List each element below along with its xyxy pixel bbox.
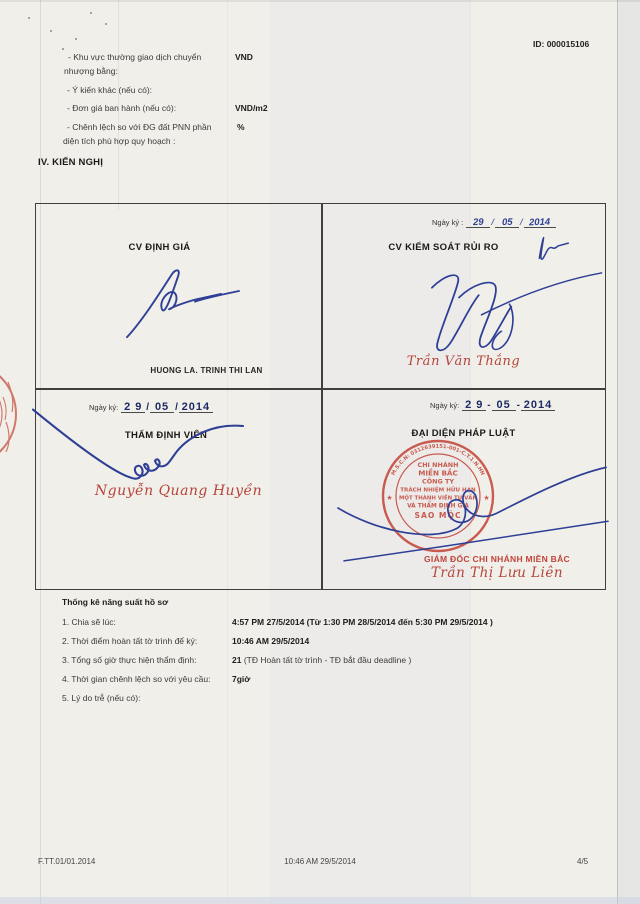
stat-value: 21 — [232, 655, 242, 665]
seal-star-right-icon: ★ — [483, 494, 490, 502]
paper-speck — [50, 30, 52, 32]
stat-row — [62, 674, 250, 684]
summary-field-label: - Khu vực thường giao dịch chuyển — [68, 52, 202, 62]
summary-field-label-cont: diện tích phù hợp quy hoạch : — [63, 136, 176, 146]
summary-field-value: % — [237, 122, 245, 132]
signer-name-script: Trần Văn Thắng — [406, 354, 521, 369]
summary-field-value: VND — [235, 52, 253, 62]
seal-company-name: SAO MỘC — [414, 511, 462, 520]
stamped-year: 2014 — [523, 399, 553, 411]
paper-speck — [105, 23, 107, 25]
summary-field-label: - Đơn giá ban hành (nếu có): — [67, 103, 177, 113]
handwritten-day: 29 — [472, 216, 484, 229]
summary-field-value: VND/m2 — [235, 103, 268, 113]
seal-line: VÀ THẨM ĐỊNH GIÁ — [407, 503, 469, 510]
cell-title: THẨM ĐỊNH VIÊN — [124, 430, 208, 441]
signature-tham-dinh-vien — [31, 396, 246, 488]
section-heading: IV. KIẾN NGHỊ — [38, 157, 104, 168]
date-separator: / — [520, 217, 523, 228]
cell-title: CV ĐỊNH GIÁ — [128, 242, 191, 253]
stat-row — [62, 655, 411, 665]
date-label: Ngày ký: — [89, 403, 119, 412]
stamped-day: 2 9 — [465, 399, 484, 411]
seal-line: MIỀN BẮC — [418, 468, 458, 478]
signature-dai-dien-phap-luat — [330, 445, 612, 567]
stat-label: 1. Chia sẽ lúc: — [62, 617, 116, 627]
stat-label: 3. Tổng số giờ thực hiện thẩm định: — [62, 655, 197, 665]
seal-line: MỘT THÀNH VIÊN TƯ VẤN — [399, 495, 477, 502]
signer-name: HUONG LA. TRINH THI LAN — [150, 366, 263, 375]
date-label: Ngày ký : — [432, 218, 464, 227]
footer-form-code: F.TT.01/01.2014 — [38, 857, 96, 866]
paper-speck — [28, 17, 30, 19]
stat-label: 4. Thời gian chênh lệch so với yêu cầu: — [62, 674, 211, 684]
scanner-bottom-band — [0, 897, 640, 904]
director-block — [392, 554, 602, 581]
summary-field-label: - Chênh lệch so với ĐG đất PNN phần — [67, 122, 212, 132]
date-separator: / — [491, 217, 494, 228]
cell-dai-dien-phap-luat — [322, 390, 605, 589]
stat-label: 5. Lý do trễ (nếu có): — [62, 693, 141, 703]
stamped-month: 05 — [154, 401, 170, 413]
cell-title: ĐẠI DIỆN PHÁP LUẬT — [411, 428, 516, 439]
stat-label: 2. Thời điểm hoàn tất tờ trình để ký: — [62, 636, 198, 646]
seal-star-left-icon: ★ — [386, 494, 393, 502]
stat-row — [62, 636, 309, 646]
scanner-edge-band — [618, 0, 640, 904]
document-id: ID: 000015106 — [533, 39, 590, 49]
cell-cv-kiem-soat-rui-ro — [322, 204, 605, 388]
signer-name-script: Nguyễn Quang Huyền — [94, 483, 263, 499]
stamped-month: 05 — [496, 399, 511, 411]
signer-name-script: Trần Thị Lưu Liên — [430, 565, 564, 581]
footer-timestamp: 10:46 AM 29/5/2014 — [284, 857, 356, 866]
summary-field-label-cont: nhượng bằng: — [64, 66, 118, 76]
cell-title: CV KIỂM SOÁT RỦI RO — [388, 242, 499, 253]
left-edge-stamp-fragment — [0, 352, 22, 477]
cell-tham-dinh-vien — [36, 390, 321, 589]
signature-cv-dinh-gia — [121, 266, 251, 341]
stamped-year: 2014 — [181, 401, 211, 413]
cell-cv-dinh-gia — [36, 204, 321, 388]
signature-cv-kiem-soat — [394, 268, 606, 360]
handwritten-month: 05 — [501, 216, 513, 229]
stat-row — [62, 617, 493, 627]
signature-table — [35, 203, 606, 590]
handwritten-year: 2014 — [528, 216, 551, 229]
seal-line: TRÁCH NHIỆM HỮU HẠN — [400, 487, 476, 494]
date-separator: - — [516, 400, 520, 411]
sign-date-row — [430, 400, 556, 411]
stats-heading: Thống kê năng suất hồ sơ — [62, 597, 169, 607]
stat-value: 7giờ — [232, 674, 251, 684]
signature-initial-tick — [530, 226, 572, 264]
summary-field-label: - Ý kiến khác (nếu có): — [67, 85, 153, 95]
director-title: GIÁM ĐỐC CHI NHÁNH MIỀN BẮC — [424, 554, 570, 564]
stat-note: (TĐ Hoàn tất tờ trình - TĐ bắt đầu deadline ) — [241, 655, 412, 665]
footer-page-number: 4/5 — [577, 857, 589, 866]
seal-line: CÔNG TY — [422, 477, 454, 486]
stat-value: 4:57 PM 27/5/2014 (Từ 1:30 PM 28/5/2014 đến 5:30 PM 29/5/2014 ) — [232, 617, 493, 627]
paper-speck — [90, 12, 92, 14]
date-separator: / — [146, 402, 150, 413]
scanner-top-edge — [0, 0, 640, 2]
stamped-day: 2 9 — [124, 401, 143, 413]
paper-speck — [62, 48, 64, 50]
date-separator: / — [175, 402, 178, 413]
date-label: Ngày ký: — [430, 401, 460, 410]
seal-line: CHI NHÁNH — [417, 461, 459, 469]
stat-row — [62, 693, 232, 703]
paper-speck — [75, 38, 77, 40]
stat-value: 10:46 AM 29/5/2014 — [232, 636, 310, 646]
date-separator: - — [487, 400, 491, 411]
seal-ring-top-text: M.S.C.N: 0312639151-001-C.T.1.N.HN — [390, 443, 486, 477]
